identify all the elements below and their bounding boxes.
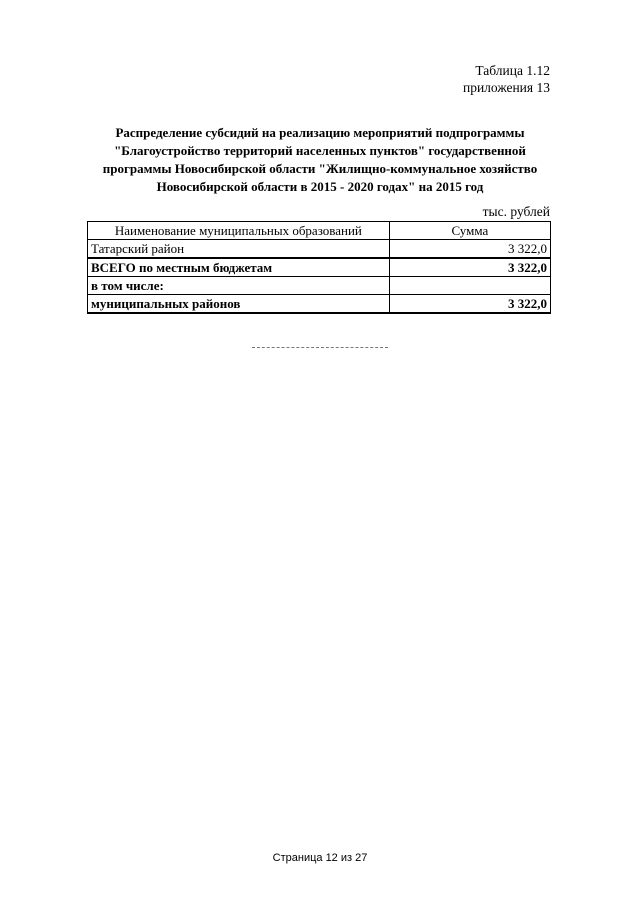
row-sum: 3 322,0 [389,258,550,277]
row-name: Татарский район [88,240,390,259]
table-row [88,240,551,259]
section-divider [252,347,388,348]
table-reference [463,62,550,96]
row-sum: 3 322,0 [389,295,550,314]
row-sum: 3 322,0 [389,240,550,259]
units-label: тыс. рублей [482,204,550,219]
subsidy-table [87,221,551,314]
column-header-sum: Сумма [389,222,550,240]
row-name: ВСЕГО по местным бюджетам [88,258,390,277]
appendix-label: приложения 13 [462,80,550,95]
table-number: Таблица 1.12 [475,63,550,78]
column-header-name: Наименование муниципальных образований [88,222,390,240]
table-row-total [88,258,551,277]
table-row-including [88,277,551,295]
row-sum [389,277,550,295]
document-title: Распределение субсидий на реализацию мероприятий подпрограммы "Благоустройство территорий населенных пунктов" государственной программы Новосибирской области "Жилищно-коммунальное хозяйство Новосибирской области в 2015 - 2020 годах" на 2015 год [102,125,538,194]
table-row-districts [88,295,551,314]
table-header-row [88,222,551,240]
row-name: в том числе: [88,277,390,295]
page-number: Страница 12 из 27 [272,852,368,864]
row-name: муниципальных районов [88,295,390,314]
